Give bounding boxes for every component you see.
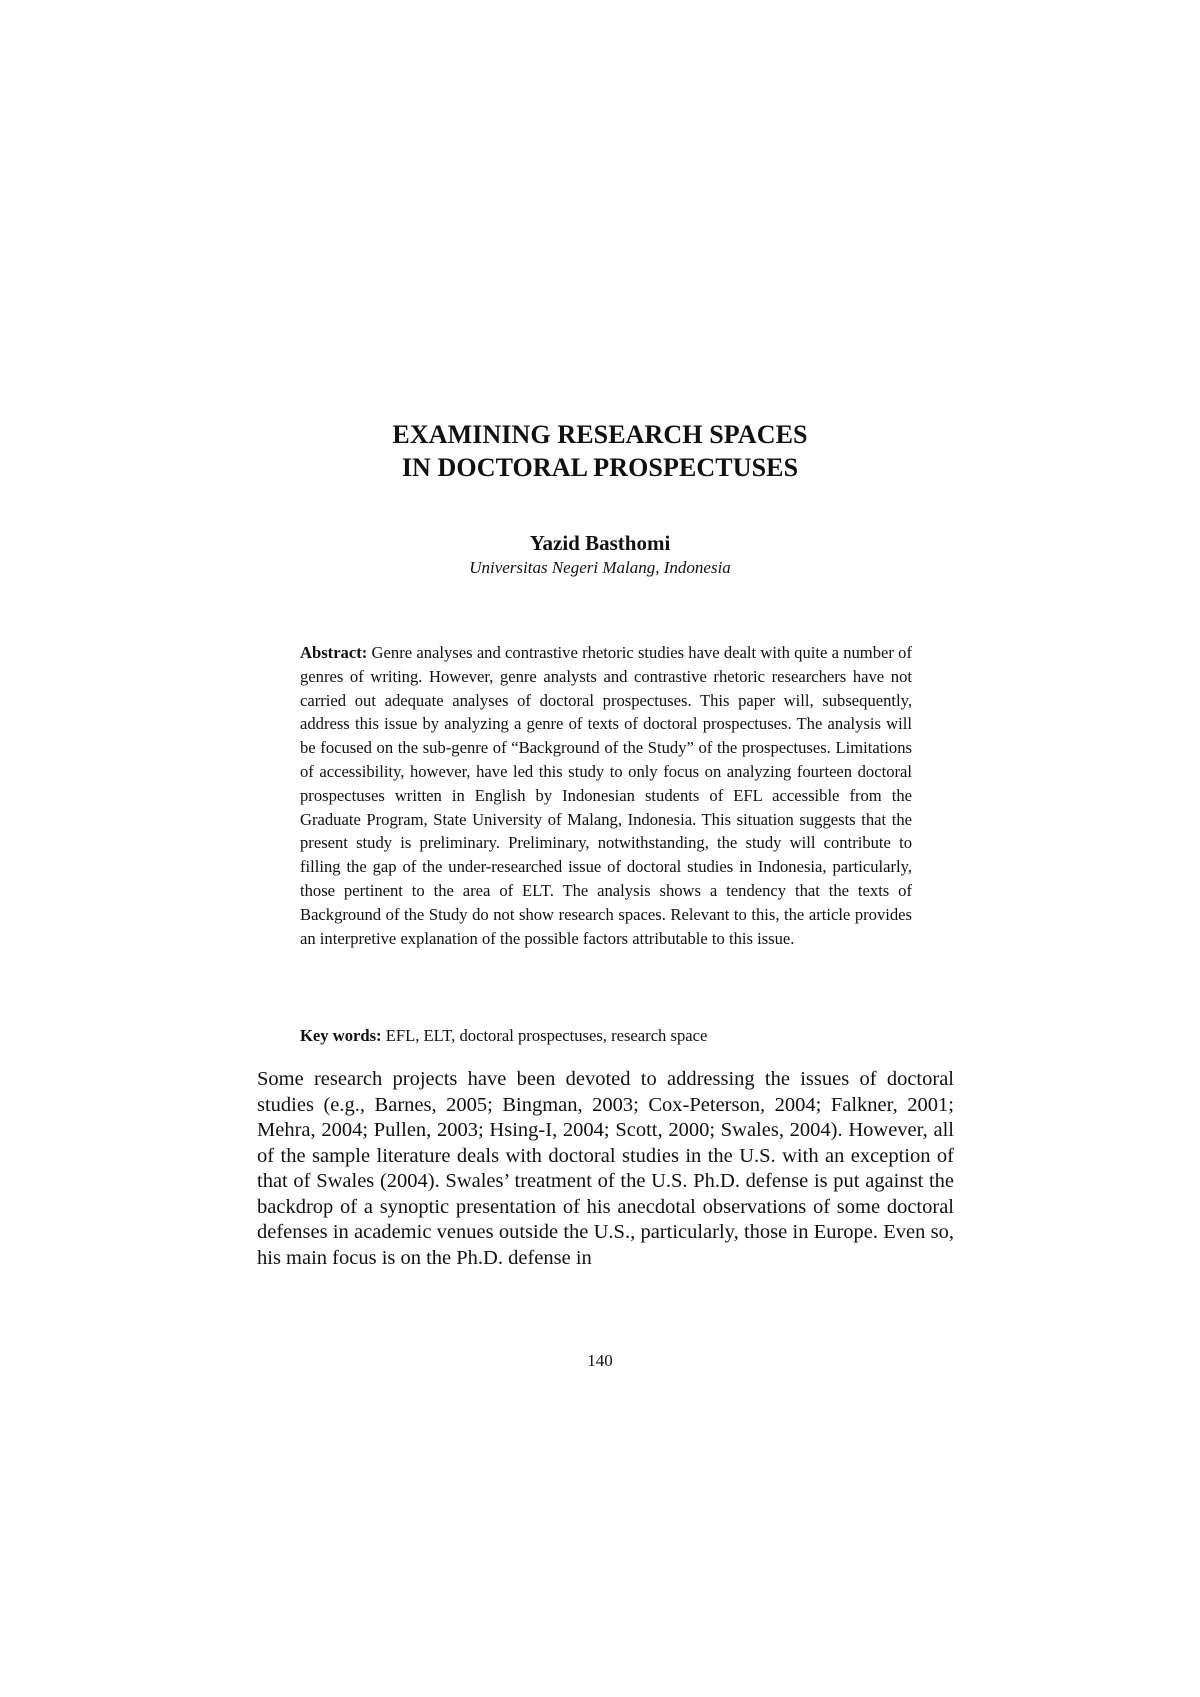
keywords <box>300 1024 912 1048</box>
title-line-2: IN DOCTORAL PROSPECTUSES <box>401 453 799 482</box>
abstract <box>300 641 912 950</box>
author-name: Yazid Basthomi <box>529 531 671 555</box>
keywords-text: EFL, ELT, doctoral prospectuses, research space <box>385 1026 708 1045</box>
body-paragraph: Some research projects have been devoted to addressing the issues of doctoral studies (e.g., Barnes, 2005; Bingman, 2003; Cox-Peterson, 2004; Falkner, 2001; Mehra, 2004; Pullen, 2003; Hsing-I, 2004; Scott, 2000; Swales, 2004). However, all of the sample literature deals with doctoral studies in the U.S. with an exception of that of Swales (2004). Swales’ treatment of the U.S. Ph.D. defense is put against the backdrop of a synoptic presentation of his anecdotal observations of some doctoral defenses in academic venues outside the U.S., particularly, those in Europe. Even so, his main focus is on the Ph.D. defense in <box>257 1068 954 1269</box>
abstract-label: Abstract: <box>300 643 368 662</box>
title-line-1: EXAMINING RESEARCH SPACES <box>392 420 808 449</box>
author-affiliation: Universitas Negeri Malang, Indonesia <box>469 558 731 577</box>
page-number: 140 <box>587 1351 613 1370</box>
paper-title <box>0 418 1200 484</box>
abstract-text: Genre analyses and contrastive rhetoric studies have dealt with quite a number of genres of writing. However, genre analysts and contrastive rhetoric researchers have not carried out adequate analyses of doctoral prospectuses. This paper will, subsequently, address this issue by analyzing a genre of texts of doctoral prospectuses. The analysis will be focused on the sub-genre of “Background of the Study” of the prospectuses. Limitations of accessibility, however, have led this study to only focus on analyzing fourteen doctoral prospectuses written in English by Indonesian students of EFL accessible from the Graduate Program, State University of Malang, Indonesia. This situation suggests that the present study is preliminary. Preliminary, notwithstanding, the study will contribute to filling the gap of the under-researched issue of doctoral studies in Indonesia, particularly, those pertinent to the area of ELT. The analysis shows a tendency that the texts of Background of the Study do not show research spaces. Relevant to this, the article provides an interpretive explanation of the possible factors attributable to this issue. <box>300 643 912 948</box>
keywords-label: Key words: <box>300 1026 382 1045</box>
